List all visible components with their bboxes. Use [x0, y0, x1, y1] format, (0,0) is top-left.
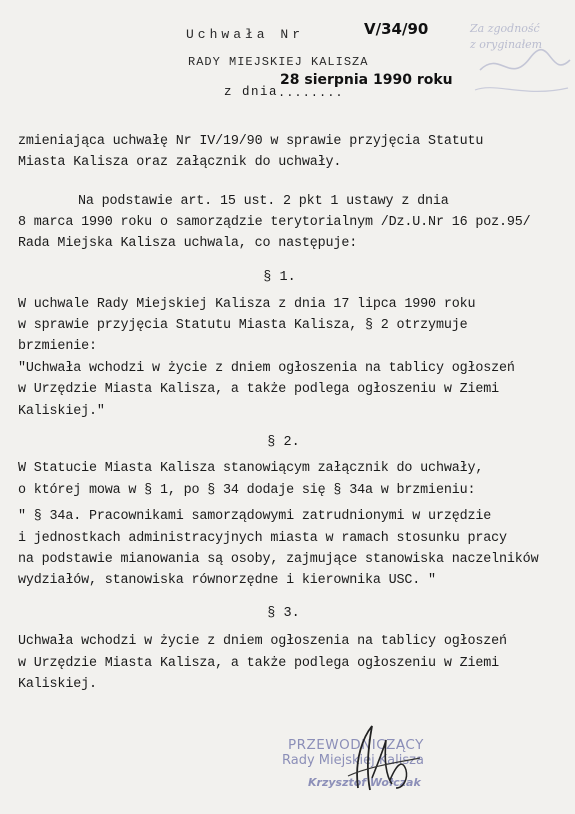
section-line: Uchwała wchodzi w życie z dniem ogłoszenia na tablicy ogłoszeń: [18, 634, 507, 649]
corner-note-line: Za zgodność: [470, 22, 540, 35]
section-heading: § 1.: [263, 270, 296, 285]
date-dots: ........: [278, 86, 344, 100]
section-line: W Statucie Miasta Kalisza stanowiącym załącznik do uchwały,: [18, 461, 484, 476]
basis-line: Na podstawie art. 15 ust. 2 pkt 1 ustawy z dnia: [78, 194, 449, 209]
signature-icon: [320, 718, 430, 798]
section-line: Kaliskiej.: [18, 677, 97, 692]
stamp-name: Krzysztof Wołczak: [308, 776, 421, 789]
section-heading: § 3.: [267, 606, 300, 621]
section-line: " § 34a. Pracownikami samorządowymi zatrudnionymi w urzędzie: [18, 509, 492, 524]
section-line: w Urzędzie Miasta Kalisza, a także podlega ogłoszeniu w Ziemi: [18, 382, 500, 397]
basis-line: Rada Miejska Kalisza uchwala, co następuje:: [18, 236, 358, 251]
intro-line: Miasta Kalisza oraz załącznik do uchwały.: [18, 155, 342, 170]
date-prefix: z dnia: [224, 85, 279, 99]
section-line: w Urzędzie Miasta Kalisza, a także podlega ogłoszeniu w Ziemi: [18, 656, 500, 671]
section-line: brzmienie:: [18, 339, 97, 354]
resolution-number: V/34/90: [364, 20, 429, 38]
section-line: w sprawie przyjęcia Statutu Miasta Kalisza, § 2 otrzymuje: [18, 318, 468, 333]
section-line: wydziałów, stanowiska równorzędne i kierownika USC. ": [18, 573, 436, 588]
council-name: RADY MIEJSKIEJ KALISZA: [188, 55, 369, 69]
resolution-title: [186, 27, 304, 42]
resolution-title-prefix: Uchwała Nr: [186, 27, 305, 42]
resolution-date: 28 sierpnia 1990 roku: [280, 72, 453, 88]
stamp-council: Rady Miejskiej Kalisza: [282, 753, 424, 768]
section-line: W uchwale Rady Miejskiej Kalisza z dnia 17 lipca 1990 roku: [18, 297, 476, 312]
section-heading: § 2.: [267, 435, 300, 450]
section-line: Kaliskiej.": [18, 404, 105, 419]
corner-signature-icon: [470, 40, 575, 110]
stamp-title: PRZEWODNICZĄCY: [288, 737, 424, 753]
section-line: o której mowa w § 1, po § 34 dodaje się § 34a w brzmieniu:: [18, 483, 476, 498]
basis-line: 8 marca 1990 roku o samorządzie terytorialnym /Dz.U.Nr 16 poz.95/: [18, 215, 531, 230]
section-line: i jednostkach administracyjnych miasta w ramach stosunku pracy: [18, 531, 507, 546]
corner-note-line: z oryginałem: [470, 38, 543, 51]
section-line: na podstawie mianowania są osoby, zajmujące stanowiska naczelników: [18, 552, 539, 567]
intro-line: zmieniająca uchwałę Nr IV/19/90 w sprawie przyjęcia Statutu: [18, 134, 484, 149]
section-line: "Uchwała wchodzi w życie z dniem ogłoszenia na tablicy ogłoszeń: [18, 361, 515, 376]
